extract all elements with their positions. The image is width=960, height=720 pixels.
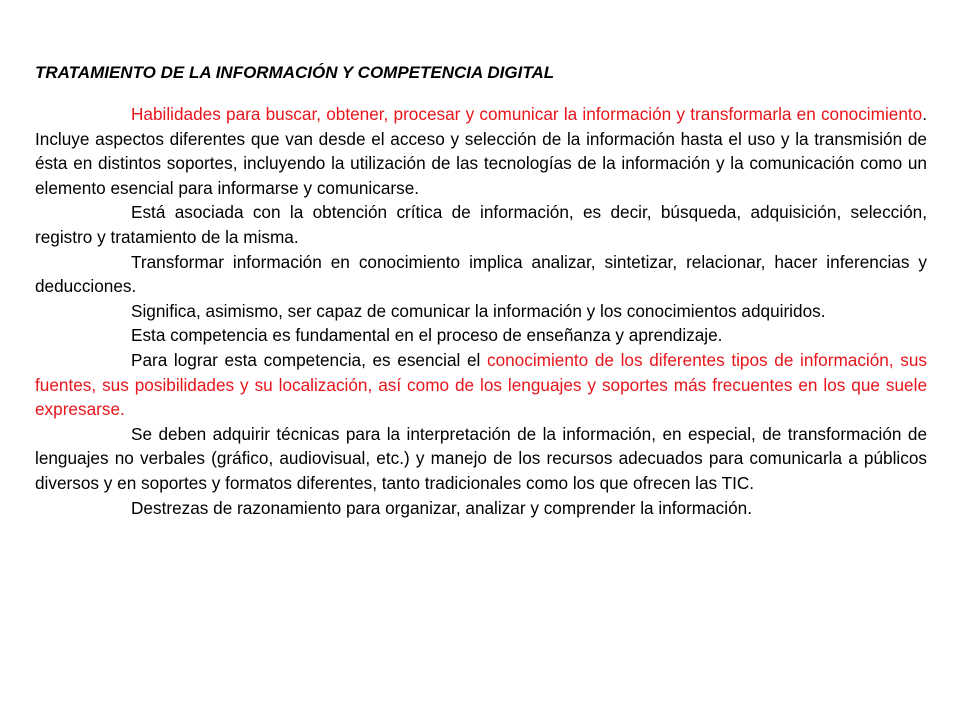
paragraph-1-highlight: Habilidades para buscar, obtener, procesar y comunicar la información y transformarla en conocimiento (131, 104, 923, 124)
paragraph-6-text: Para lograr esta competencia, es esencial el (131, 349, 487, 370)
paragraph-1-text: . Incluye aspectos diferentes que van desde el acceso y selección de la información hasta el uso y la transmisión de ésta en distintos soportes, incluyendo la utilización de las tecnologías de la información y la comunicación como un elemento esencial para informarse y comunicarse. (35, 104, 927, 198)
slide-title: TRATAMIENTO DE LA INFORMACIÓN Y COMPETENCIA DIGITAL (35, 63, 555, 82)
paragraph-4: Significa, asimismo, ser capaz de comunicar la información y los conocimientos adquiridos. (131, 300, 826, 321)
paragraph-3: Transformar información en conocimiento implica analizar, sintetizar, relacionar, hacer inferencias y deducciones. (35, 251, 927, 297)
paragraph-1 (35, 102, 927, 200)
paragraph-8: Destrezas de razonamiento para organizar, analizar y comprender la información. (131, 497, 752, 518)
paragraph-5: Esta competencia es fundamental en el proceso de enseñanza y aprendizaje. (131, 325, 723, 346)
slide-content (35, 62, 927, 520)
paragraph-7: Se deben adquirir técnicas para la interpretación de la información, en especial, de transformación de lenguajes no verbales (gráfico, audiovisual, etc.) y manejo de los recursos adecuados para comunicarla a públicos diversos y en soportes y formatos diferentes, tanto tradicionales como los que ofrecen las TIC. (35, 423, 927, 493)
paragraph-6 (35, 348, 927, 422)
paragraph-2: Está asociada con la obtención crítica de información, es decir, búsqueda, adquisición, selección, registro y tratamiento de la misma. (35, 202, 927, 247)
paragraph-6-highlight: conocimiento de los diferentes tipos de información, sus fuentes, sus posibilidades y su localización, así como de los lenguajes y soportes más frecuentes en los que suele expresarse. (35, 349, 927, 420)
